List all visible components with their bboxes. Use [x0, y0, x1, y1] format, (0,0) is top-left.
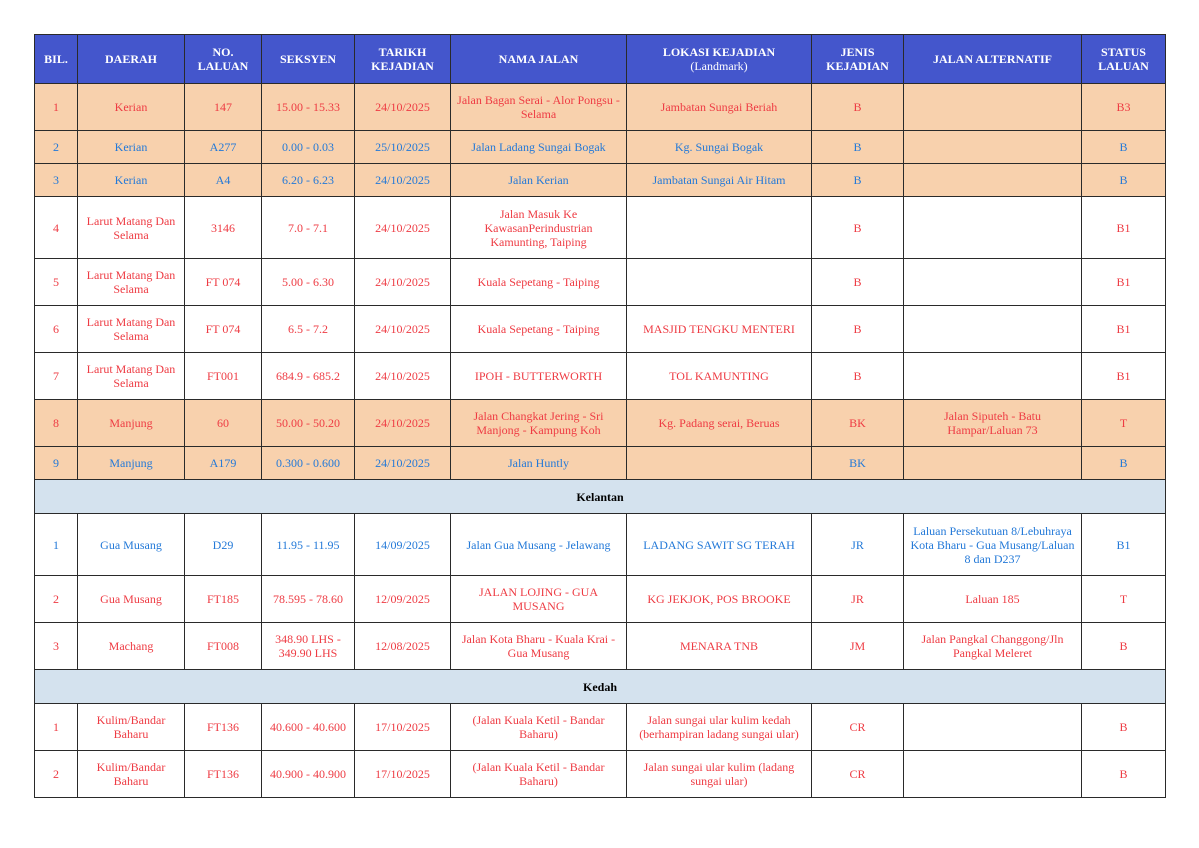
cell-tarikh: 12/08/2025 — [355, 623, 451, 670]
cell-jalan-alternatif — [904, 447, 1082, 480]
cell-seksyen: 40.900 - 40.900 — [262, 751, 355, 798]
cell-jenis: JR — [812, 514, 904, 576]
cell-nama-jalan: Jalan Kerian — [451, 164, 627, 197]
cell-jenis: B — [812, 353, 904, 400]
cell-bil: 2 — [35, 131, 78, 164]
cell-daerah: Kulim/Bandar Baharu — [78, 751, 185, 798]
cell-status: B1 — [1082, 306, 1166, 353]
cell-daerah: Manjung — [78, 400, 185, 447]
cell-seksyen: 0.00 - 0.03 — [262, 131, 355, 164]
cell-bil: 2 — [35, 576, 78, 623]
road-incident-table — [34, 34, 1166, 798]
cell-no-laluan: FT 074 — [185, 259, 262, 306]
cell-jenis: B — [812, 197, 904, 259]
cell-lokasi — [627, 447, 812, 480]
cell-daerah: Kerian — [78, 84, 185, 131]
cell-no-laluan: FT 074 — [185, 306, 262, 353]
cell-bil: 3 — [35, 164, 78, 197]
table-row — [35, 623, 1166, 670]
cell-jenis: B — [812, 164, 904, 197]
cell-status: B1 — [1082, 514, 1166, 576]
cell-jalan-alternatif: Jalan Siputeh - Batu Hampar/Laluan 73 — [904, 400, 1082, 447]
table-row — [35, 84, 1166, 131]
cell-jenis: JM — [812, 623, 904, 670]
cell-seksyen: 5.00 - 6.30 — [262, 259, 355, 306]
cell-daerah: Larut Matang Dan Selama — [78, 306, 185, 353]
cell-daerah: Gua Musang — [78, 514, 185, 576]
cell-jenis: BK — [812, 400, 904, 447]
cell-status: T — [1082, 576, 1166, 623]
cell-jenis: JR — [812, 576, 904, 623]
cell-nama-jalan: (Jalan Kuala Ketil - Bandar Baharu) — [451, 704, 627, 751]
cell-lokasi: Kg. Sungai Bogak — [627, 131, 812, 164]
cell-no-laluan: FT001 — [185, 353, 262, 400]
cell-tarikh: 17/10/2025 — [355, 751, 451, 798]
cell-jenis: B — [812, 84, 904, 131]
col-header-bil: BIL. — [35, 35, 78, 84]
cell-status: B — [1082, 447, 1166, 480]
cell-lokasi: Kg. Padang serai, Beruas — [627, 400, 812, 447]
table-row — [35, 353, 1166, 400]
cell-lokasi: LADANG SAWIT SG TERAH — [627, 514, 812, 576]
cell-jalan-alternatif: Jalan Pangkal Changgong/Jln Pangkal Meleret — [904, 623, 1082, 670]
cell-lokasi: Jalan sungai ular kulim (ladang sungai ular) — [627, 751, 812, 798]
cell-jalan-alternatif — [904, 259, 1082, 306]
cell-nama-jalan: Jalan Changkat Jering - Sri Manjong - Kampung Koh — [451, 400, 627, 447]
table-row — [35, 447, 1166, 480]
table-row — [35, 704, 1166, 751]
col-header-status-laluan: STATUS LALUAN — [1082, 35, 1166, 84]
cell-bil: 9 — [35, 447, 78, 480]
table-row — [35, 514, 1166, 576]
cell-bil: 1 — [35, 84, 78, 131]
cell-jalan-alternatif — [904, 164, 1082, 197]
table-row — [35, 164, 1166, 197]
cell-lokasi: MASJID TENGKU MENTERI — [627, 306, 812, 353]
cell-lokasi — [627, 259, 812, 306]
cell-daerah: Machang — [78, 623, 185, 670]
cell-jenis: CR — [812, 704, 904, 751]
cell-no-laluan: A277 — [185, 131, 262, 164]
cell-status: B — [1082, 164, 1166, 197]
cell-no-laluan: 3146 — [185, 197, 262, 259]
cell-jalan-alternatif — [904, 84, 1082, 131]
cell-jenis: B — [812, 306, 904, 353]
cell-status: B — [1082, 704, 1166, 751]
cell-daerah: Kerian — [78, 131, 185, 164]
cell-lokasi: Jambatan Sungai Air Hitam — [627, 164, 812, 197]
cell-nama-jalan: IPOH - BUTTERWORTH — [451, 353, 627, 400]
cell-bil: 4 — [35, 197, 78, 259]
cell-status: B — [1082, 623, 1166, 670]
cell-jalan-alternatif — [904, 353, 1082, 400]
cell-nama-jalan: JALAN LOJING - GUA MUSANG — [451, 576, 627, 623]
cell-seksyen: 6.20 - 6.23 — [262, 164, 355, 197]
cell-seksyen: 684.9 - 685.2 — [262, 353, 355, 400]
cell-jenis: BK — [812, 447, 904, 480]
table-row — [35, 259, 1166, 306]
col-header-lokasi-kejadian: LOKASI KEJADIAN (Landmark) — [627, 35, 812, 84]
cell-status: B1 — [1082, 353, 1166, 400]
cell-jalan-alternatif — [904, 131, 1082, 164]
cell-seksyen: 6.5 - 7.2 — [262, 306, 355, 353]
table-row — [35, 576, 1166, 623]
cell-no-laluan: FT136 — [185, 704, 262, 751]
cell-seksyen: 50.00 - 50.20 — [262, 400, 355, 447]
cell-bil: 2 — [35, 751, 78, 798]
cell-no-laluan: D29 — [185, 514, 262, 576]
cell-daerah: Manjung — [78, 447, 185, 480]
cell-tarikh: 24/10/2025 — [355, 353, 451, 400]
table-body — [35, 84, 1166, 798]
section-title: Kelantan — [35, 480, 1166, 514]
cell-nama-jalan: Jalan Masuk Ke KawasanPerindustrian Kamunting, Taiping — [451, 197, 627, 259]
cell-tarikh: 24/10/2025 — [355, 400, 451, 447]
cell-nama-jalan: Jalan Kota Bharu - Kuala Krai - Gua Musang — [451, 623, 627, 670]
cell-status: B1 — [1082, 197, 1166, 259]
cell-no-laluan: 147 — [185, 84, 262, 131]
cell-status: T — [1082, 400, 1166, 447]
cell-lokasi — [627, 197, 812, 259]
section-row — [35, 670, 1166, 704]
col-header-daerah: DAERAH — [78, 35, 185, 84]
col-header-no-laluan: NO. LALUAN — [185, 35, 262, 84]
cell-nama-jalan: (Jalan Kuala Ketil - Bandar Baharu) — [451, 751, 627, 798]
cell-seksyen: 0.300 - 0.600 — [262, 447, 355, 480]
cell-status: B — [1082, 131, 1166, 164]
cell-daerah: Kulim/Bandar Baharu — [78, 704, 185, 751]
cell-tarikh: 24/10/2025 — [355, 306, 451, 353]
cell-tarikh: 25/10/2025 — [355, 131, 451, 164]
cell-lokasi: Jalan sungai ular kulim kedah (berhampiran ladang sungai ular) — [627, 704, 812, 751]
cell-status: B3 — [1082, 84, 1166, 131]
cell-seksyen: 11.95 - 11.95 — [262, 514, 355, 576]
cell-jenis: B — [812, 131, 904, 164]
cell-daerah: Larut Matang Dan Selama — [78, 259, 185, 306]
cell-tarikh: 12/09/2025 — [355, 576, 451, 623]
col-header-jalan-alternatif: JALAN ALTERNATIF — [904, 35, 1082, 84]
cell-lokasi: MENARA TNB — [627, 623, 812, 670]
cell-tarikh: 24/10/2025 — [355, 197, 451, 259]
cell-no-laluan: A4 — [185, 164, 262, 197]
table-row — [35, 306, 1166, 353]
cell-no-laluan: FT136 — [185, 751, 262, 798]
cell-tarikh: 24/10/2025 — [355, 447, 451, 480]
col-header-nama-jalan: NAMA JALAN — [451, 35, 627, 84]
cell-jenis: CR — [812, 751, 904, 798]
cell-seksyen: 7.0 - 7.1 — [262, 197, 355, 259]
col-header-jenis-kejadian: JENIS KEJADIAN — [812, 35, 904, 84]
cell-jalan-alternatif — [904, 751, 1082, 798]
cell-daerah: Kerian — [78, 164, 185, 197]
cell-nama-jalan: Kuala Sepetang - Taiping — [451, 259, 627, 306]
table-row — [35, 751, 1166, 798]
cell-lokasi: Jambatan Sungai Beriah — [627, 84, 812, 131]
section-row — [35, 480, 1166, 514]
table-row — [35, 197, 1166, 259]
cell-no-laluan: A179 — [185, 447, 262, 480]
cell-jalan-alternatif — [904, 704, 1082, 751]
cell-bil: 6 — [35, 306, 78, 353]
cell-seksyen: 15.00 - 15.33 — [262, 84, 355, 131]
cell-bil: 1 — [35, 704, 78, 751]
cell-daerah: Larut Matang Dan Selama — [78, 197, 185, 259]
col-header-seksyen: SEKSYEN — [262, 35, 355, 84]
cell-status: B — [1082, 751, 1166, 798]
cell-nama-jalan: Jalan Gua Musang - Jelawang — [451, 514, 627, 576]
cell-seksyen: 40.600 - 40.600 — [262, 704, 355, 751]
cell-jenis: B — [812, 259, 904, 306]
cell-status: B1 — [1082, 259, 1166, 306]
cell-nama-jalan: Kuala Sepetang - Taiping — [451, 306, 627, 353]
cell-tarikh: 24/10/2025 — [355, 84, 451, 131]
cell-tarikh: 14/09/2025 — [355, 514, 451, 576]
col-header-tarikh-kejadian: TARIKH KEJADIAN — [355, 35, 451, 84]
cell-bil: 8 — [35, 400, 78, 447]
table-header — [35, 35, 1166, 84]
cell-seksyen: 348.90 LHS - 349.90 LHS — [262, 623, 355, 670]
cell-tarikh: 24/10/2025 — [355, 259, 451, 306]
cell-lokasi: KG JEKJOK, POS BROOKE — [627, 576, 812, 623]
cell-nama-jalan: Jalan Bagan Serai - Alor Pongsu - Selama — [451, 84, 627, 131]
cell-no-laluan: FT185 — [185, 576, 262, 623]
table-row — [35, 400, 1166, 447]
cell-jalan-alternatif — [904, 197, 1082, 259]
cell-bil: 7 — [35, 353, 78, 400]
cell-tarikh: 17/10/2025 — [355, 704, 451, 751]
table-row — [35, 131, 1166, 164]
cell-jalan-alternatif: Laluan 185 — [904, 576, 1082, 623]
cell-lokasi: TOL KAMUNTING — [627, 353, 812, 400]
cell-bil: 5 — [35, 259, 78, 306]
cell-bil: 1 — [35, 514, 78, 576]
cell-no-laluan: FT008 — [185, 623, 262, 670]
cell-daerah: Larut Matang Dan Selama — [78, 353, 185, 400]
cell-no-laluan: 60 — [185, 400, 262, 447]
cell-nama-jalan: Jalan Huntly — [451, 447, 627, 480]
cell-nama-jalan: Jalan Ladang Sungai Bogak — [451, 131, 627, 164]
cell-daerah: Gua Musang — [78, 576, 185, 623]
cell-seksyen: 78.595 - 78.60 — [262, 576, 355, 623]
cell-bil: 3 — [35, 623, 78, 670]
cell-jalan-alternatif: Laluan Persekutuan 8/Lebuhraya Kota Bharu - Gua Musang/Laluan 8 dan D237 — [904, 514, 1082, 576]
cell-jalan-alternatif — [904, 306, 1082, 353]
cell-tarikh: 24/10/2025 — [355, 164, 451, 197]
section-title: Kedah — [35, 670, 1166, 704]
